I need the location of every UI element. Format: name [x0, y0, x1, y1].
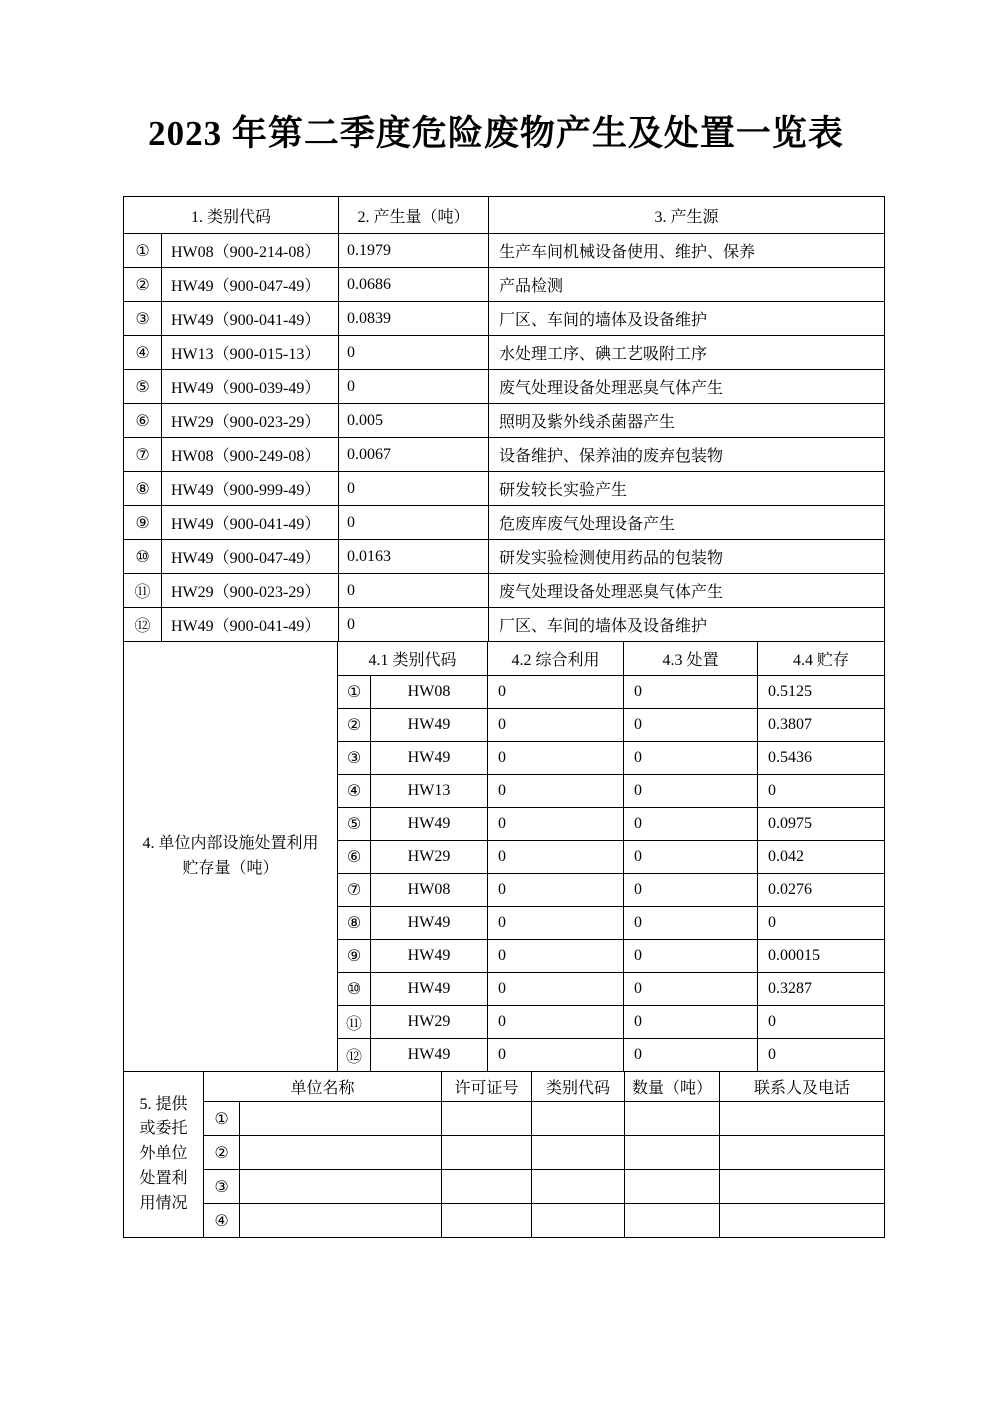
- waste-code: HW13（900-015-13）: [162, 336, 339, 370]
- header-4-4-storage: 4.4 贮存: [758, 642, 885, 676]
- stored-amount: 0.3287: [758, 973, 885, 1006]
- recycled-amount: 0: [488, 841, 624, 874]
- row-index: ⑤: [338, 808, 371, 841]
- generation-source: 危废库废气处理设备产生: [489, 506, 885, 540]
- waste-code: HW49（900-041-49）: [162, 302, 339, 336]
- waste-code: HW49: [371, 709, 488, 742]
- category-code: [532, 1170, 625, 1204]
- generated-amount: 0.0839: [339, 302, 489, 336]
- contact: [720, 1102, 885, 1136]
- waste-code: HW13: [371, 775, 488, 808]
- generation-source: 生产车间机械设备使用、维护、保养: [489, 234, 885, 268]
- waste-code: HW29（900-023-29）: [162, 404, 339, 438]
- generation-source: 研发较长实验产生: [489, 472, 885, 506]
- generation-row: [124, 336, 885, 370]
- waste-code: HW49: [371, 907, 488, 940]
- row-index: ④: [124, 336, 162, 370]
- header-license-no: 许可证号: [442, 1072, 532, 1102]
- waste-code: HW49: [371, 940, 488, 973]
- header-unit-name: 单位名称: [204, 1072, 442, 1102]
- generation-table: [123, 196, 885, 642]
- disposed-amount: 0: [624, 742, 758, 775]
- generated-amount: 0: [339, 506, 489, 540]
- section5-label: [124, 1072, 204, 1238]
- row-index: ⑥: [124, 404, 162, 438]
- disposed-amount: 0: [624, 676, 758, 709]
- generation-row: [124, 438, 885, 472]
- contact: [720, 1204, 885, 1238]
- header-category-code: 1. 类别代码: [124, 197, 339, 234]
- category-code: [532, 1204, 625, 1238]
- header-contact-5: 联系人及电话: [720, 1072, 885, 1102]
- generated-amount: 0.0067: [339, 438, 489, 472]
- row-index: ⑨: [124, 506, 162, 540]
- stored-amount: 0.5125: [758, 676, 885, 709]
- waste-code: HW49（900-041-49）: [162, 506, 339, 540]
- generation-source: 照明及紫外线杀菌器产生: [489, 404, 885, 438]
- row-index: ⑫: [124, 608, 162, 642]
- row-index: ④: [338, 775, 371, 808]
- generated-amount: 0: [339, 574, 489, 608]
- disposed-amount: 0: [624, 808, 758, 841]
- external-unit-row: [124, 1170, 885, 1204]
- generation-row: [124, 268, 885, 302]
- waste-code: HW49: [371, 742, 488, 775]
- contact: [720, 1136, 885, 1170]
- row-index: ⑫: [338, 1039, 371, 1072]
- row-index: ⑨: [338, 940, 371, 973]
- recycled-amount: 0: [488, 709, 624, 742]
- row-index: ⑪: [124, 574, 162, 608]
- generated-amount: 0: [339, 370, 489, 404]
- amount: [625, 1170, 720, 1204]
- section5-label-line: 处置利: [139, 1169, 188, 1187]
- contact: [720, 1170, 885, 1204]
- generated-amount: 0.005: [339, 404, 489, 438]
- stored-amount: 0.042: [758, 841, 885, 874]
- waste-code: HW49（900-041-49）: [162, 608, 339, 642]
- generation-source: 设备维护、保养油的废弃包装物: [489, 438, 885, 472]
- row-index: ⑩: [338, 973, 371, 1006]
- generation-source: 厂区、车间的墙体及设备维护: [489, 302, 885, 336]
- license-no: [442, 1170, 532, 1204]
- amount: [625, 1204, 720, 1238]
- section5-label-line: 用情况: [139, 1194, 188, 1212]
- generation-row: [124, 234, 885, 268]
- stored-amount: 0: [758, 1039, 885, 1072]
- row-index: ③: [204, 1170, 240, 1204]
- row-index: ③: [338, 742, 371, 775]
- row-index: ①: [204, 1102, 240, 1136]
- generated-amount: 0: [339, 608, 489, 642]
- row-index: ⑩: [124, 540, 162, 574]
- external-unit-row: [124, 1204, 885, 1238]
- category-code: [532, 1136, 625, 1170]
- stored-amount: 0: [758, 907, 885, 940]
- waste-code: HW49: [371, 1039, 488, 1072]
- stored-amount: 0.5436: [758, 742, 885, 775]
- license-no: [442, 1102, 532, 1136]
- generated-amount: 0: [339, 336, 489, 370]
- stored-amount: 0.00015: [758, 940, 885, 973]
- waste-code: HW08（900-249-08）: [162, 438, 339, 472]
- row-index: ②: [124, 268, 162, 302]
- row-index: ⑪: [338, 1006, 371, 1039]
- waste-code: HW29: [371, 841, 488, 874]
- unit-name: [240, 1102, 442, 1136]
- waste-code: HW49（900-999-49）: [162, 472, 339, 506]
- generated-amount: 0.0686: [339, 268, 489, 302]
- section4-label-line2: 贮存量（吨）: [182, 859, 279, 877]
- recycled-amount: 0: [488, 1039, 624, 1072]
- onsite-table-header-row: [124, 642, 885, 676]
- external-unit-row: [124, 1102, 885, 1136]
- row-index: ①: [338, 676, 371, 709]
- generation-source: 水处理工序、碘工艺吸附工序: [489, 336, 885, 370]
- recycled-amount: 0: [488, 676, 624, 709]
- recycled-amount: 0: [488, 907, 624, 940]
- disposed-amount: 0: [624, 1039, 758, 1072]
- recycled-amount: 0: [488, 940, 624, 973]
- generation-table-header-row: [124, 197, 885, 234]
- disposed-amount: 0: [624, 841, 758, 874]
- waste-code: HW08（900-214-08）: [162, 234, 339, 268]
- header-category-code-5: 类别代码: [532, 1072, 625, 1102]
- header-4-3-disposal: 4.3 处置: [624, 642, 758, 676]
- generation-row: [124, 574, 885, 608]
- recycled-amount: 0: [488, 775, 624, 808]
- external-unit-row: [124, 1136, 885, 1170]
- category-code: [532, 1102, 625, 1136]
- section5-label-line: 外单位: [139, 1145, 188, 1163]
- waste-report-table: [123, 196, 884, 1238]
- generation-row: [124, 370, 885, 404]
- stored-amount: 0: [758, 1006, 885, 1039]
- stored-amount: 0.0975: [758, 808, 885, 841]
- disposed-amount: 0: [624, 907, 758, 940]
- waste-code: HW49（900-039-49）: [162, 370, 339, 404]
- page-title: 2023 年第二季度危险废物产生及处置一览表: [148, 114, 844, 153]
- unit-name: [240, 1204, 442, 1238]
- generation-row: [124, 506, 885, 540]
- unit-name: [240, 1136, 442, 1170]
- generation-row: [124, 404, 885, 438]
- waste-code: HW29（900-023-29）: [162, 574, 339, 608]
- recycled-amount: 0: [488, 808, 624, 841]
- generation-source: 产品检测: [489, 268, 885, 302]
- row-index: ①: [124, 234, 162, 268]
- row-index: ⑤: [124, 370, 162, 404]
- recycled-amount: 0: [488, 973, 624, 1006]
- disposed-amount: 0: [624, 973, 758, 1006]
- section4-label-line1: 4. 单位内部设施处置利用: [142, 834, 319, 852]
- disposed-amount: 0: [624, 1006, 758, 1039]
- generation-source: 废气处理设备处理恶臭气体产生: [489, 370, 885, 404]
- header-generated-amount: 2. 产生量（吨）: [339, 197, 489, 234]
- generated-amount: 0.1979: [339, 234, 489, 268]
- disposed-amount: 0: [624, 775, 758, 808]
- disposed-amount: 0: [624, 874, 758, 907]
- external-table-header-row: [124, 1072, 885, 1102]
- amount: [625, 1102, 720, 1136]
- recycled-amount: 0: [488, 742, 624, 775]
- generation-source: 厂区、车间的墙体及设备维护: [489, 608, 885, 642]
- stored-amount: 0.3807: [758, 709, 885, 742]
- license-no: [442, 1136, 532, 1170]
- row-index: ⑦: [124, 438, 162, 472]
- row-index: ⑦: [338, 874, 371, 907]
- section5-label-line: 5. 提供: [139, 1095, 188, 1113]
- header-amount-5: 数量（吨）: [625, 1072, 720, 1102]
- waste-code: HW49: [371, 808, 488, 841]
- row-index: ④: [204, 1204, 240, 1238]
- row-index: ⑥: [338, 841, 371, 874]
- waste-code: HW08: [371, 676, 488, 709]
- external-unit-table: [123, 1071, 885, 1238]
- generation-row: [124, 302, 885, 336]
- onsite-disposal-table: [123, 641, 885, 1072]
- row-index: ②: [338, 709, 371, 742]
- generated-amount: 0.0163: [339, 540, 489, 574]
- recycled-amount: 0: [488, 1006, 624, 1039]
- generated-amount: 0: [339, 472, 489, 506]
- row-index: ③: [124, 302, 162, 336]
- waste-code: HW49（900-047-49）: [162, 540, 339, 574]
- row-index: ⑧: [338, 907, 371, 940]
- stored-amount: 0.0276: [758, 874, 885, 907]
- waste-code: HW08: [371, 874, 488, 907]
- row-index: ②: [204, 1136, 240, 1170]
- header-generation-source: 3. 产生源: [489, 197, 885, 234]
- amount: [625, 1136, 720, 1170]
- waste-code: HW49（900-047-49）: [162, 268, 339, 302]
- generation-row: [124, 472, 885, 506]
- row-index: ⑧: [124, 472, 162, 506]
- waste-code: HW49: [371, 973, 488, 1006]
- license-no: [442, 1204, 532, 1238]
- header-4-2-recycling: 4.2 综合利用: [488, 642, 624, 676]
- header-4-1-category-code: 4.1 类别代码: [338, 642, 488, 676]
- recycled-amount: 0: [488, 874, 624, 907]
- disposed-amount: 0: [624, 940, 758, 973]
- generation-row: [124, 608, 885, 642]
- generation-source: 研发实验检测使用药品的包装物: [489, 540, 885, 574]
- section5-label-line: 或委托: [139, 1120, 188, 1138]
- generation-row: [124, 540, 885, 574]
- unit-name: [240, 1170, 442, 1204]
- section4-label: [124, 642, 338, 1072]
- disposed-amount: 0: [624, 709, 758, 742]
- waste-code: HW29: [371, 1006, 488, 1039]
- stored-amount: 0: [758, 775, 885, 808]
- generation-source: 废气处理设备处理恶臭气体产生: [489, 574, 885, 608]
